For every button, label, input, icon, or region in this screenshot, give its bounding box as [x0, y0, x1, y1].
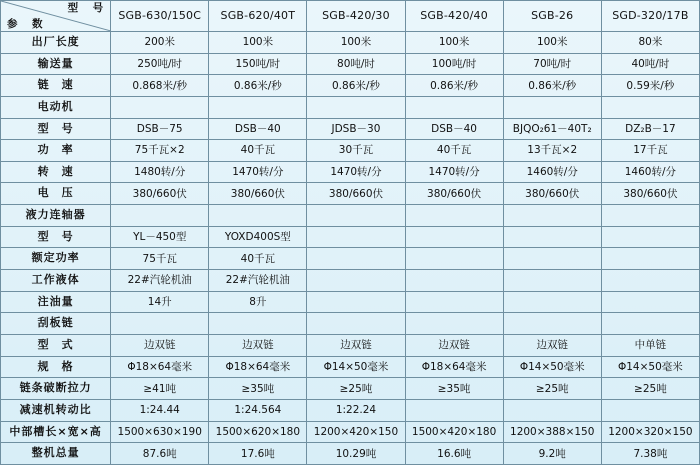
cell-r17-c5 [601, 399, 699, 421]
cell-r13-c0 [111, 313, 209, 335]
cell-r5-c0: 75千瓦×2 [111, 140, 209, 162]
cell-r1-c4: 70吨/时 [503, 53, 601, 75]
column-header-1: SGB-620/40T [209, 1, 307, 32]
row-label: 转 速 [1, 161, 111, 183]
cell-r17-c4 [503, 399, 601, 421]
cell-r16-c4: ≥25吨 [503, 378, 601, 400]
cell-r19-c3: 16.6吨 [405, 443, 503, 465]
cell-r10-c3 [405, 248, 503, 270]
table-row [1, 378, 700, 400]
cell-r5-c4: 13千瓦×2 [503, 140, 601, 162]
cell-r3-c0 [111, 96, 209, 118]
cell-r8-c3 [405, 205, 503, 227]
column-header-5: SGD-320/17B [601, 1, 699, 32]
cell-r16-c0: ≥41吨 [111, 378, 209, 400]
cell-r8-c1 [209, 205, 307, 227]
row-label: 额定功率 [1, 248, 111, 270]
cell-r10-c5 [601, 248, 699, 270]
corner-label-model: 型 号 [67, 2, 106, 14]
cell-r8-c0 [111, 205, 209, 227]
cell-r10-c1: 40千瓦 [209, 248, 307, 270]
table-row [1, 443, 700, 465]
cell-r3-c5 [601, 96, 699, 118]
cell-r4-c3: DSB－40 [405, 118, 503, 140]
cell-r1-c3: 100吨/时 [405, 53, 503, 75]
cell-r4-c1: DSB－40 [209, 118, 307, 140]
row-label: 电 压 [1, 183, 111, 205]
cell-r7-c5: 380/660伏 [601, 183, 699, 205]
cell-r9-c0: YL－450型 [111, 226, 209, 248]
table-row [1, 118, 700, 140]
cell-r13-c4 [503, 313, 601, 335]
cell-r14-c0: 边双链 [111, 334, 209, 356]
cell-r14-c2: 边双链 [307, 334, 405, 356]
cell-r9-c1: YOXD400S型 [209, 226, 307, 248]
cell-r11-c4 [503, 270, 601, 292]
table-row [1, 75, 700, 97]
table-row [1, 313, 700, 335]
row-label: 输送量 [1, 53, 111, 75]
cell-r3-c2 [307, 96, 405, 118]
cell-r9-c4 [503, 226, 601, 248]
column-header-2: SGB-420/30 [307, 1, 405, 32]
cell-r3-c3 [405, 96, 503, 118]
cell-r6-c3: 1470转/分 [405, 161, 503, 183]
cell-r3-c4 [503, 96, 601, 118]
cell-r7-c3: 380/660伏 [405, 183, 503, 205]
cell-r9-c5 [601, 226, 699, 248]
cell-r18-c0: 1500×630×190 [111, 421, 209, 443]
cell-r15-c0: Φ18×64毫米 [111, 356, 209, 378]
row-label: 型 号 [1, 118, 111, 140]
cell-r1-c1: 150吨/时 [209, 53, 307, 75]
cell-r17-c3 [405, 399, 503, 421]
row-label: 规 格 [1, 356, 111, 378]
cell-r3-c1 [209, 96, 307, 118]
cell-r7-c4: 380/660伏 [503, 183, 601, 205]
table-row [1, 32, 700, 54]
cell-r0-c1: 100米 [209, 32, 307, 54]
cell-r4-c5: DZ₂B－17 [601, 118, 699, 140]
table-row [1, 140, 700, 162]
cell-r7-c0: 380/660伏 [111, 183, 209, 205]
cell-r1-c2: 80吨/时 [307, 53, 405, 75]
table-row [1, 161, 700, 183]
table-row [1, 291, 700, 313]
cell-r2-c5: 0.59米/秒 [601, 75, 699, 97]
table-row [1, 183, 700, 205]
row-label: 链 速 [1, 75, 111, 97]
cell-r15-c3: Φ18×64毫米 [405, 356, 503, 378]
cell-r6-c2: 1470转/分 [307, 161, 405, 183]
cell-r8-c4 [503, 205, 601, 227]
cell-r16-c3: ≥35吨 [405, 378, 503, 400]
cell-r7-c2: 380/660伏 [307, 183, 405, 205]
table-row [1, 226, 700, 248]
cell-r2-c1: 0.86米/秒 [209, 75, 307, 97]
table-row [1, 399, 700, 421]
cell-r15-c5: Φ14×50毫米 [601, 356, 699, 378]
cell-r19-c0: 87.6吨 [111, 443, 209, 465]
cell-r0-c5: 80米 [601, 32, 699, 54]
cell-r17-c1: 1:24.564 [209, 399, 307, 421]
cell-r12-c3 [405, 291, 503, 313]
row-label: 注油量 [1, 291, 111, 313]
cell-r15-c2: Φ14×50毫米 [307, 356, 405, 378]
cell-r0-c3: 100米 [405, 32, 503, 54]
cell-r0-c4: 100米 [503, 32, 601, 54]
cell-r17-c0: 1:24.44 [111, 399, 209, 421]
row-label: 型 号 [1, 226, 111, 248]
corner-label-parameter: 参 数 [7, 17, 45, 30]
cell-r6-c5: 1460转/分 [601, 161, 699, 183]
cell-r7-c1: 380/660伏 [209, 183, 307, 205]
cell-r19-c4: 9.2吨 [503, 443, 601, 465]
cell-r13-c1 [209, 313, 307, 335]
cell-r4-c2: JDSB－30 [307, 118, 405, 140]
table-row [1, 270, 700, 292]
cell-r11-c3 [405, 270, 503, 292]
cell-r1-c5: 40吨/时 [601, 53, 699, 75]
table-row [1, 53, 700, 75]
row-label: 减速机转动比 [1, 399, 111, 421]
cell-r8-c2 [307, 205, 405, 227]
cell-r12-c4 [503, 291, 601, 313]
cell-r0-c2: 100米 [307, 32, 405, 54]
cell-r10-c2 [307, 248, 405, 270]
cell-r13-c2 [307, 313, 405, 335]
table-row [1, 421, 700, 443]
cell-r11-c1: 22#汽轮机油 [209, 270, 307, 292]
cell-r11-c0: 22#汽轮机油 [111, 270, 209, 292]
table-row [1, 248, 700, 270]
row-label: 中部槽长×宽×高 [1, 421, 111, 443]
cell-r14-c3: 边双链 [405, 334, 503, 356]
cell-r10-c0: 75千瓦 [111, 248, 209, 270]
cell-r16-c1: ≥35吨 [209, 378, 307, 400]
cell-r6-c1: 1470转/分 [209, 161, 307, 183]
row-label: 型 式 [1, 334, 111, 356]
cell-r12-c1: 8升 [209, 291, 307, 313]
cell-r11-c2 [307, 270, 405, 292]
column-header-0: SGB-630/150C [111, 1, 209, 32]
cell-r15-c4: Φ14×50毫米 [503, 356, 601, 378]
table-row [1, 96, 700, 118]
cell-r2-c3: 0.86米/秒 [405, 75, 503, 97]
cell-r5-c2: 30千瓦 [307, 140, 405, 162]
row-label: 功 率 [1, 140, 111, 162]
cell-r14-c1: 边双链 [209, 334, 307, 356]
cell-r12-c0: 14升 [111, 291, 209, 313]
cell-r6-c4: 1460转/分 [503, 161, 601, 183]
row-label: 出厂长度 [1, 32, 111, 54]
cell-r19-c1: 17.6吨 [209, 443, 307, 465]
cell-r4-c4: BJQO₂61－40T₂ [503, 118, 601, 140]
table-row [1, 356, 700, 378]
column-header-3: SGB-420/40 [405, 1, 503, 32]
cell-r16-c2: ≥25吨 [307, 378, 405, 400]
cell-r12-c2 [307, 291, 405, 313]
row-label: 工作液体 [1, 270, 111, 292]
table-row [1, 205, 700, 227]
cell-r6-c0: 1480转/分 [111, 161, 209, 183]
table-row [1, 334, 700, 356]
cell-r9-c3 [405, 226, 503, 248]
cell-r13-c5 [601, 313, 699, 335]
cell-r18-c4: 1200×388×150 [503, 421, 601, 443]
row-label: 链条破断拉力 [1, 378, 111, 400]
cell-r16-c5: ≥25吨 [601, 378, 699, 400]
cell-r14-c5: 中单链 [601, 334, 699, 356]
cell-r5-c1: 40千瓦 [209, 140, 307, 162]
cell-r15-c1: Φ18×64毫米 [209, 356, 307, 378]
cell-r18-c2: 1200×420×150 [307, 421, 405, 443]
cell-r19-c2: 10.29吨 [307, 443, 405, 465]
row-label: 电动机 [1, 96, 111, 118]
cell-r2-c4: 0.86米/秒 [503, 75, 601, 97]
cell-r13-c3 [405, 313, 503, 335]
cell-r17-c2: 1:22.24 [307, 399, 405, 421]
cell-r14-c4: 边双链 [503, 334, 601, 356]
cell-r19-c5: 7.38吨 [601, 443, 699, 465]
cell-r10-c4 [503, 248, 601, 270]
cell-r2-c2: 0.86米/秒 [307, 75, 405, 97]
table-header-row [1, 1, 700, 32]
cell-r18-c1: 1500×620×180 [209, 421, 307, 443]
cell-r4-c0: DSB－75 [111, 118, 209, 140]
cell-r18-c5: 1200×320×150 [601, 421, 699, 443]
cell-r12-c5 [601, 291, 699, 313]
cell-r2-c0: 0.868米/秒 [111, 75, 209, 97]
cell-r8-c5 [601, 205, 699, 227]
cell-r11-c5 [601, 270, 699, 292]
row-label: 整机总量 [1, 443, 111, 465]
cell-r0-c0: 200米 [111, 32, 209, 54]
row-label: 刮板链 [1, 313, 111, 335]
cell-r5-c5: 17千瓦 [601, 140, 699, 162]
cell-r18-c3: 1500×420×180 [405, 421, 503, 443]
corner-header-cell [1, 1, 111, 32]
column-header-4: SGB-26 [503, 1, 601, 32]
row-label: 液力连轴器 [1, 205, 111, 227]
cell-r9-c2 [307, 226, 405, 248]
cell-r5-c3: 40千瓦 [405, 140, 503, 162]
cell-r1-c0: 250吨/时 [111, 53, 209, 75]
